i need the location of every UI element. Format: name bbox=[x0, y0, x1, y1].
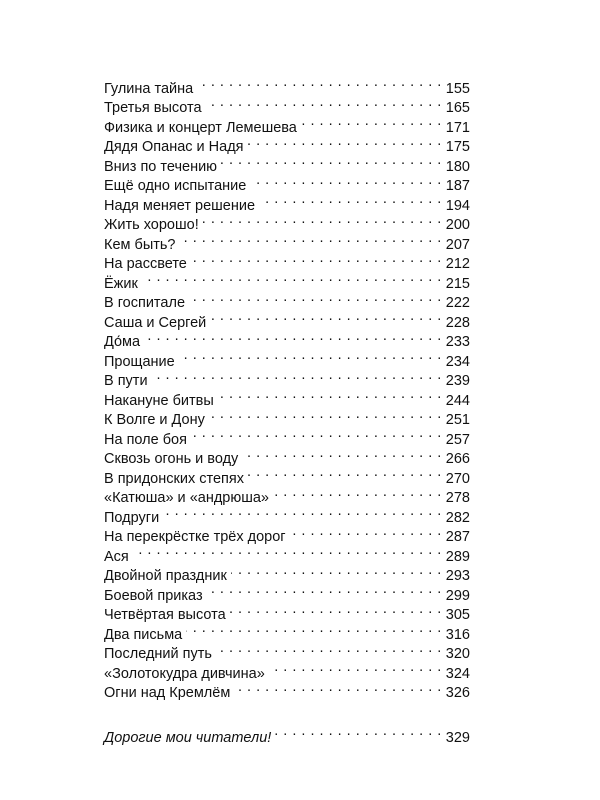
toc-entry-title: Дорогие мои читатели! bbox=[104, 729, 272, 746]
toc-dot-leader bbox=[180, 229, 442, 249]
toc-dot-leader bbox=[221, 151, 442, 171]
toc-entry-title: Огни над Кремлём bbox=[104, 685, 231, 701]
toc-entry-title: Накануне битвы bbox=[104, 392, 214, 409]
toc-dot-leader bbox=[231, 561, 442, 581]
toc-dot-leader bbox=[250, 171, 441, 191]
toc-entry-title: На рассвете bbox=[104, 256, 187, 272]
toc-entry-title: Последний путь bbox=[104, 646, 212, 662]
toc-page-number: 326 bbox=[445, 685, 470, 701]
toc-dot-leader bbox=[230, 600, 442, 620]
toc-entry-title: В придонских степях bbox=[104, 470, 244, 487]
toc-entry-title: Подруги bbox=[104, 509, 160, 526]
toc-dot-leader bbox=[197, 73, 442, 93]
toc-page-number: 200 bbox=[445, 217, 470, 233]
toc-dot-leader bbox=[275, 722, 442, 742]
toc-dot-leader bbox=[163, 502, 442, 522]
toc-entry bbox=[104, 561, 470, 584]
toc-dot-leader bbox=[133, 541, 442, 561]
toc-entry bbox=[104, 346, 470, 370]
toc-dot-leader bbox=[242, 444, 441, 464]
toc-page-number: 251 bbox=[445, 412, 470, 428]
toc-entry-title: Два письма bbox=[104, 626, 183, 643]
toc-page-number: 270 bbox=[445, 470, 470, 487]
toc-entry-title: Ещё одно испытание bbox=[104, 178, 247, 194]
toc-entry-title: Гулина тайна bbox=[104, 80, 194, 97]
toc-page-number: 278 bbox=[445, 490, 470, 506]
toc-dot-leader bbox=[191, 424, 442, 444]
toc-entry bbox=[104, 268, 470, 292]
toc-afterword-entry bbox=[104, 722, 470, 746]
toc-page-number: 305 bbox=[445, 607, 470, 623]
toc-dot-leader bbox=[234, 678, 441, 698]
toc-entry-title: Третья высота bbox=[104, 100, 202, 116]
toc-entry-title: В пути bbox=[104, 373, 148, 389]
toc-page-number: 329 bbox=[445, 729, 470, 746]
table-of-contents bbox=[104, 73, 470, 701]
toc-page-number: 266 bbox=[445, 451, 470, 467]
toc-page-number: 316 bbox=[445, 626, 470, 643]
toc-page-number: 293 bbox=[445, 568, 470, 584]
toc-dot-leader bbox=[142, 268, 442, 288]
toc-dot-leader bbox=[203, 210, 442, 230]
toc-entry bbox=[104, 288, 470, 311]
toc-page-number: 244 bbox=[445, 392, 470, 409]
toc-dot-leader bbox=[259, 190, 442, 210]
toc-dot-leader bbox=[248, 132, 442, 152]
toc-dot-leader bbox=[273, 483, 442, 503]
toc-dot-leader bbox=[218, 385, 442, 405]
toc-page-number: 233 bbox=[445, 334, 470, 350]
toc-entry bbox=[104, 73, 470, 97]
toc-entry-title: Дядя Опанас и Надя bbox=[104, 139, 244, 155]
toc-dot-leader bbox=[216, 639, 442, 659]
toc-dot-leader bbox=[206, 93, 442, 113]
toc-dot-leader bbox=[144, 327, 442, 347]
toc-dot-leader bbox=[189, 288, 442, 308]
toc-entry-title: «Катюша» и «андрюша» bbox=[104, 490, 269, 506]
toc-entry-title: На поле боя bbox=[104, 431, 187, 448]
toc-page-number: 187 bbox=[445, 178, 470, 194]
toc-entry-title: Ёжик bbox=[104, 275, 138, 292]
toc-dot-leader bbox=[248, 463, 442, 483]
toc-entry-title: Надя меняет решение bbox=[104, 197, 256, 214]
toc-entry-title: До́ма bbox=[104, 334, 141, 350]
toc-dot-leader bbox=[191, 249, 442, 269]
toc-entry-title: Двойной праздник bbox=[104, 568, 227, 584]
toc-entry-title: Сквозь огонь и воду bbox=[104, 451, 239, 467]
toc-entry-title: К Волге и Дону bbox=[104, 412, 205, 428]
toc-entry-title: На перекрёстке трёх дорог bbox=[104, 529, 286, 545]
toc-entry-title: Четвёртая высота bbox=[104, 607, 226, 623]
toc-entry-title: Физика и концерт Лемешева bbox=[104, 119, 297, 136]
toc-page-number: 171 bbox=[445, 119, 470, 136]
toc-entry bbox=[104, 541, 470, 565]
toc-page-number: 180 bbox=[445, 158, 470, 175]
toc-entry-title: Жить хорошо! bbox=[104, 217, 199, 233]
toc-page-number: 175 bbox=[445, 139, 470, 155]
toc-dot-leader bbox=[207, 580, 442, 600]
toc-entry-title: Саша и Сергей bbox=[104, 314, 207, 331]
toc-page-number: 234 bbox=[445, 353, 470, 370]
toc-dot-leader bbox=[186, 619, 442, 639]
toc-page-number: 282 bbox=[445, 509, 470, 526]
toc-page-number: 165 bbox=[445, 100, 470, 116]
toc-entry-title: В госпитале bbox=[104, 295, 186, 311]
toc-page-number: 257 bbox=[445, 431, 470, 448]
toc-page-number: 324 bbox=[445, 665, 470, 682]
toc-entry-title: Прощание bbox=[104, 353, 175, 370]
toc-page-number: 215 bbox=[445, 275, 470, 292]
toc-dot-leader bbox=[152, 366, 442, 386]
toc-entry-title: Кем быть? bbox=[104, 236, 176, 253]
toc-entry-title: Боевой приказ bbox=[104, 587, 203, 604]
toc-page-number: 299 bbox=[445, 587, 470, 604]
toc-page-number: 289 bbox=[445, 548, 470, 565]
toc-dot-leader bbox=[269, 658, 442, 678]
toc-dot-leader bbox=[301, 112, 442, 132]
toc-dot-leader bbox=[290, 522, 442, 542]
toc-page-number: 222 bbox=[445, 295, 470, 311]
toc-page-number: 155 bbox=[445, 80, 470, 97]
toc-entry bbox=[104, 327, 470, 350]
toc-entry bbox=[104, 385, 470, 409]
toc-page-number: 320 bbox=[445, 646, 470, 662]
toc-entry-title: Ася bbox=[104, 548, 129, 565]
toc-page-number: 287 bbox=[445, 529, 470, 545]
toc-page-number: 207 bbox=[445, 236, 470, 253]
toc-entry bbox=[104, 366, 470, 389]
toc-page-number: 212 bbox=[445, 256, 470, 272]
toc-dot-leader bbox=[209, 405, 442, 425]
toc-dot-leader bbox=[210, 307, 442, 327]
toc-page-number: 239 bbox=[445, 373, 470, 389]
toc-entry-title: Вниз по течению bbox=[104, 158, 218, 175]
toc-page-number: 194 bbox=[445, 197, 470, 214]
toc-entry-title: «Золотокудра дивчина» bbox=[104, 665, 265, 682]
toc-dot-leader bbox=[179, 346, 442, 366]
toc-page-number: 228 bbox=[445, 314, 470, 331]
